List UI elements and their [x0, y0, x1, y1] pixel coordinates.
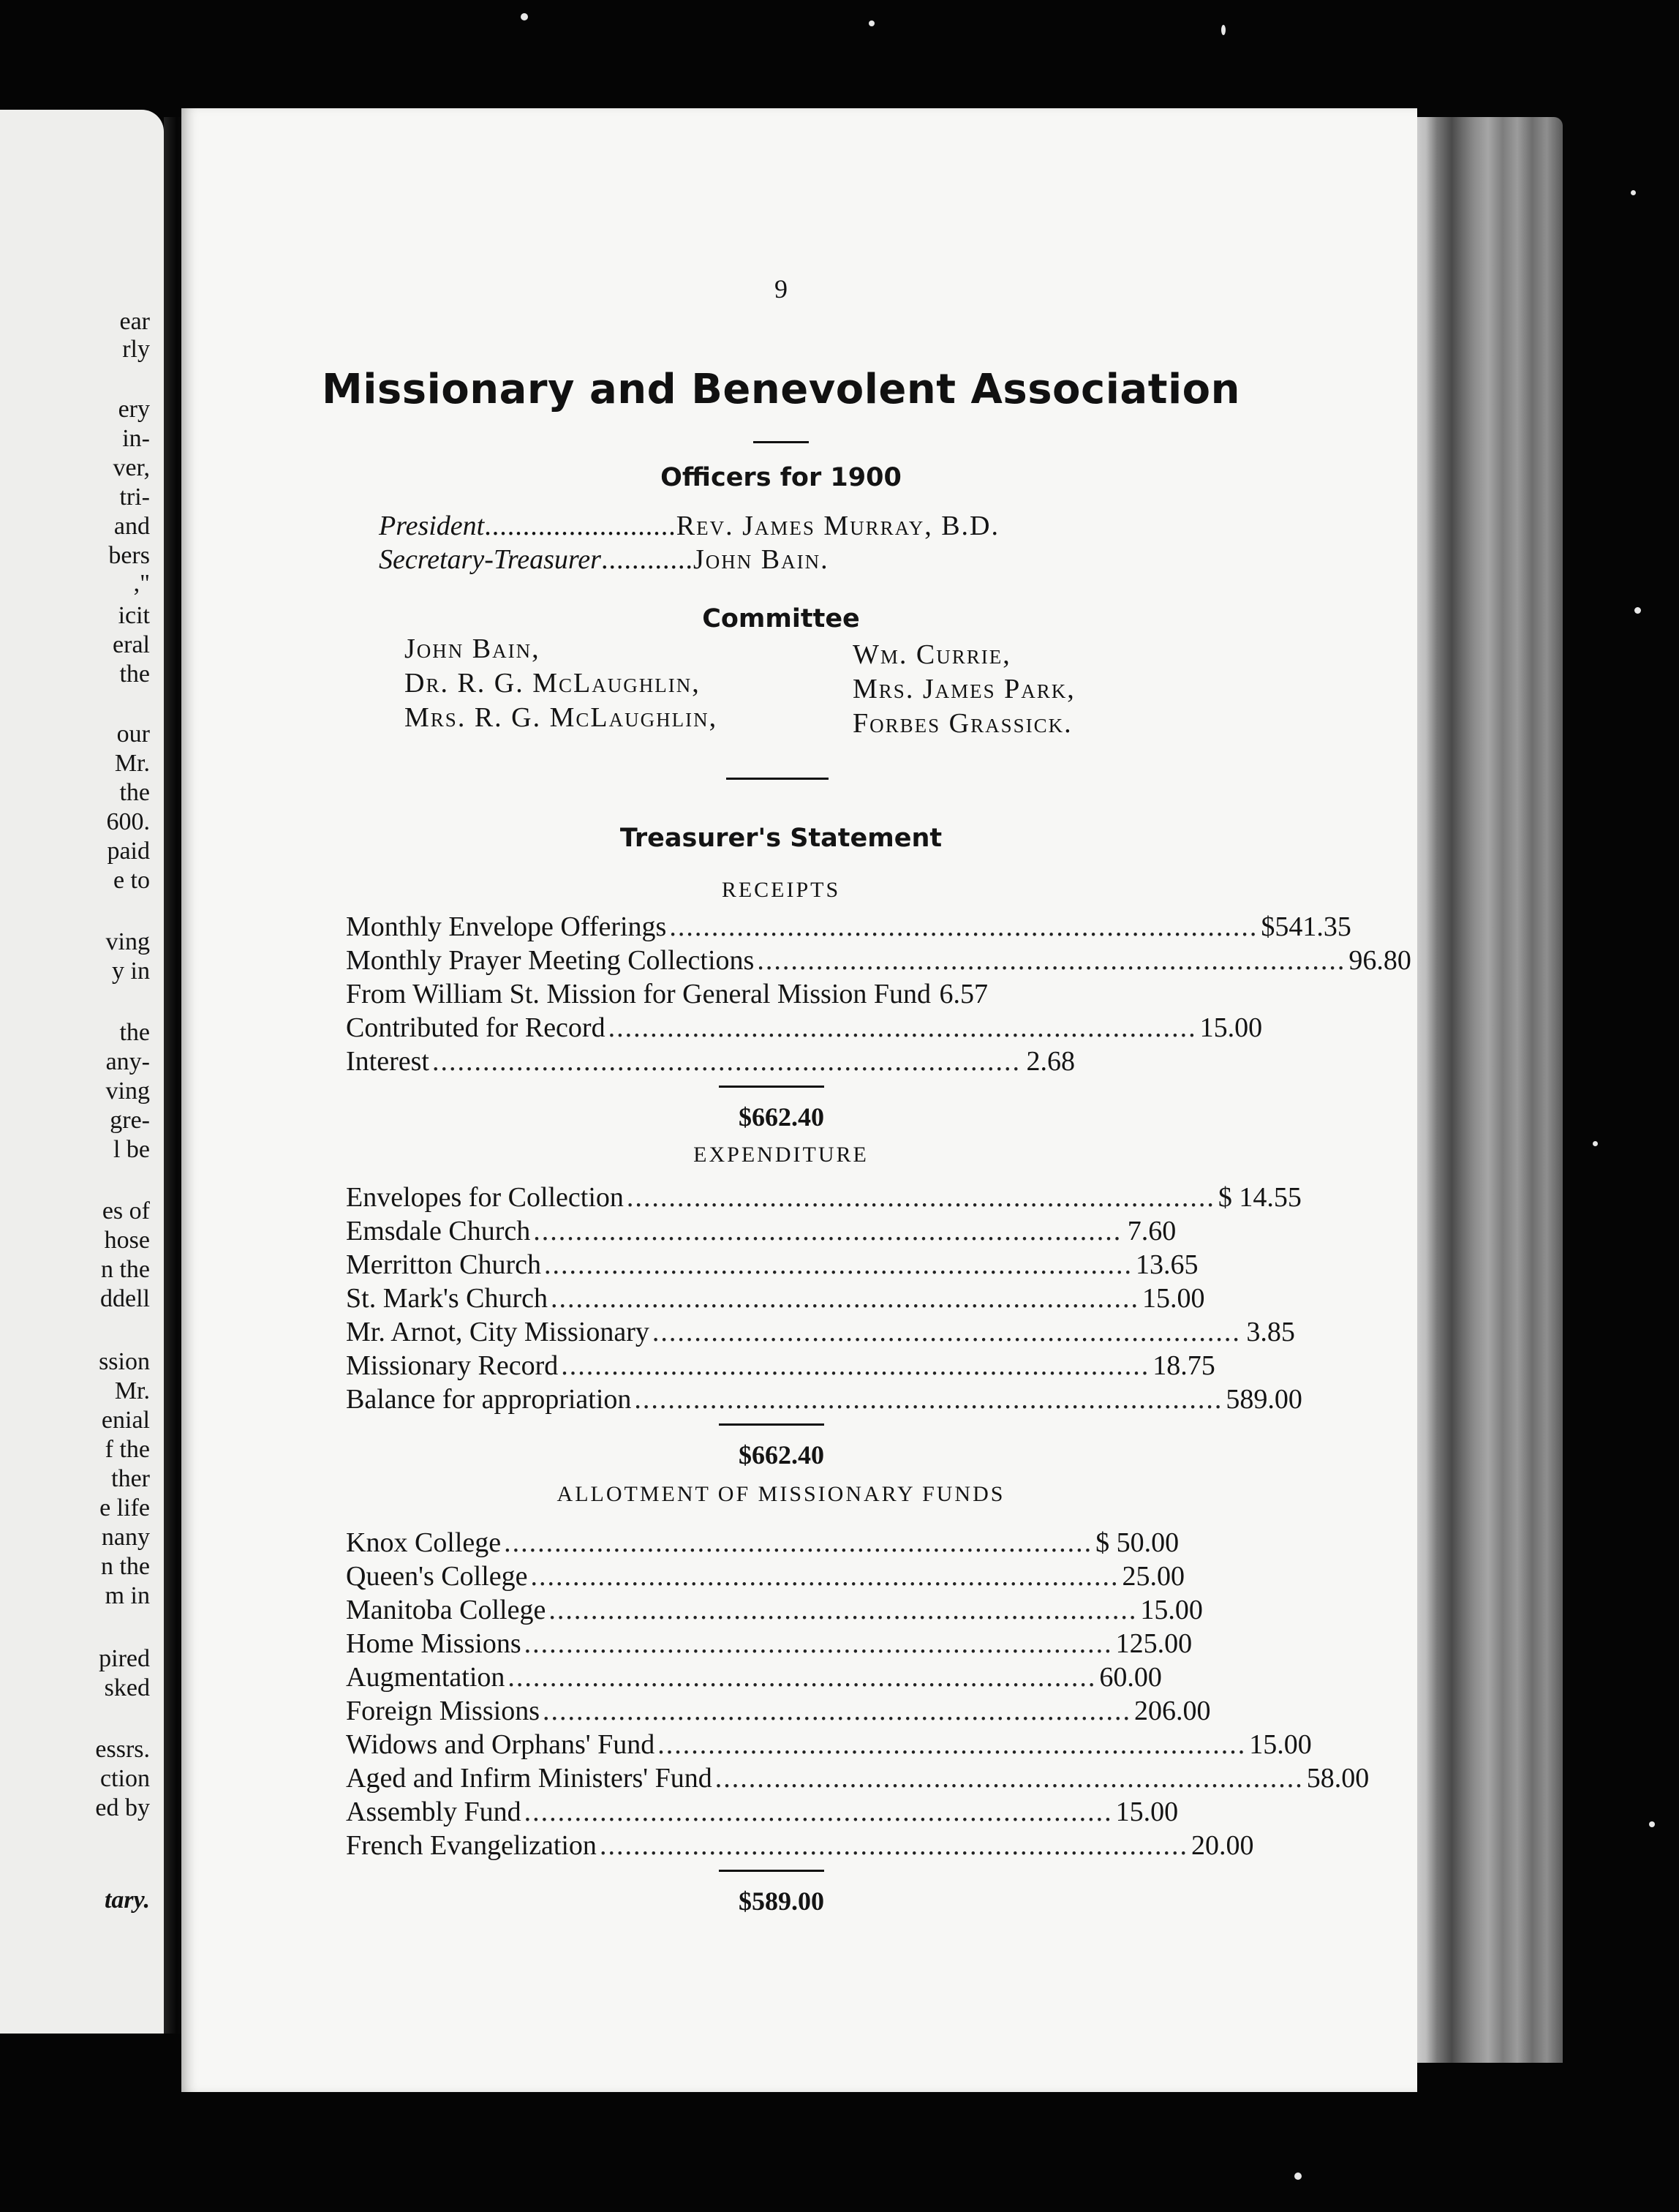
allotment-total: $589.00 — [739, 1886, 824, 1916]
text-fragment: l be — [113, 1136, 150, 1163]
text-fragment: f the — [105, 1436, 150, 1463]
ledger-row: Mr. Arnot, City Missionary ...................................................................... 3.85 — [346, 1317, 1295, 1347]
page-number: 9 — [774, 274, 788, 304]
document-page — [181, 108, 1417, 2092]
ledger-label: Knox College — [346, 1527, 502, 1558]
ledger-label: Envelopes for Collection — [346, 1182, 624, 1213]
text-fragment: icit — [118, 602, 150, 629]
text-fragment: any- — [105, 1048, 150, 1075]
text-fragment: ery — [118, 396, 150, 423]
text-fragment: tary. — [104, 1886, 150, 1914]
ledger-row: Contributed for Record ...................................................................... 15.00 — [346, 1012, 1263, 1043]
ledger-amount: 15.00 — [1140, 1595, 1203, 1625]
text-fragment: eral — [113, 631, 150, 658]
dust-speck — [1294, 2172, 1302, 2180]
text-fragment: n the — [100, 1256, 150, 1283]
ledger-label: From William St. Mission for General Mission Fund — [346, 979, 932, 1009]
ledger-amount: 13.65 — [1136, 1249, 1199, 1280]
ledger-row: St. Mark's Church ...................................................................... 15.00 — [346, 1283, 1205, 1314]
ledger-amount: 6.57 — [939, 979, 989, 1009]
divider — [753, 441, 809, 443]
text-fragment: ," — [133, 570, 150, 597]
allotment-heading: ALLOTMENT OF MISSIONARY FUNDS — [556, 1482, 1005, 1506]
ledger-row: Emsdale Church ...................................................................... 7.60 — [346, 1216, 1177, 1246]
text-fragment: m in — [105, 1582, 150, 1609]
text-fragment: y in — [112, 958, 150, 985]
receipts-heading: RECEIPTS — [721, 878, 841, 902]
text-fragment: ther — [111, 1465, 150, 1492]
ledger-amount: 3.85 — [1246, 1317, 1295, 1347]
text-fragment: n the — [100, 1553, 150, 1580]
ledger-label: Augmentation — [346, 1662, 505, 1693]
sum-rule — [719, 1423, 824, 1426]
dust-speck — [869, 20, 875, 26]
ledger-row: Manitoba College ...................................................................... 15.00 — [346, 1595, 1203, 1625]
divider — [726, 778, 829, 780]
text-fragment: in- — [122, 425, 150, 452]
dust-speck — [1649, 1821, 1655, 1827]
ledger-row: Aged and Infirm Ministers' Fund ...................................................................... 58.00 — [346, 1763, 1370, 1794]
ledger-amount: 7.60 — [1127, 1216, 1177, 1246]
ledger-label: Merritton Church — [346, 1249, 542, 1280]
ledger-amount: 125.00 — [1115, 1628, 1193, 1659]
text-fragment: hose — [104, 1227, 150, 1254]
ledger-label: Widows and Orphans' Fund — [346, 1729, 655, 1760]
previous-page-edge — [0, 110, 164, 2034]
officer-role: President — [379, 511, 485, 541]
committee-member: Mrs. James Park, — [853, 674, 1076, 704]
ledger-label: Monthly Prayer Meeting Collections — [346, 945, 755, 976]
ledger-label: Aged and Infirm Ministers' Fund — [346, 1763, 712, 1794]
committee-member: John Bain, — [404, 633, 540, 664]
ledger-row: Widows and Orphans' Fund ...................................................................... 15.00 — [346, 1729, 1312, 1760]
text-fragment: bers — [108, 542, 150, 569]
text-fragment: rly — [122, 336, 150, 363]
ledger-amount: $ 14.55 — [1218, 1182, 1302, 1213]
text-fragment: e to — [113, 867, 150, 894]
committee-list-left — [404, 632, 717, 735]
text-fragment: nany — [101, 1524, 150, 1551]
ledger-amount: 15.00 — [1249, 1729, 1312, 1760]
expenditure-total: $662.40 — [739, 1440, 824, 1470]
committee-list-right — [853, 638, 1076, 741]
text-fragment: pired — [99, 1645, 150, 1672]
officer-name: John Bain. — [693, 544, 829, 575]
ledger-label: St. Mark's Church — [346, 1283, 548, 1314]
officer-row-secretary-treasurer: Secretary-Treasurer............John Bain. — [379, 544, 829, 575]
ledger-amount: 206.00 — [1133, 1696, 1211, 1726]
committee-member: Forbes Grassick. — [853, 708, 1073, 739]
ledger-row: Queen's College ...................................................................... 25.00 — [346, 1561, 1185, 1592]
ledger-amount: 96.80 — [1348, 945, 1411, 976]
ledger-amount: 15.00 — [1115, 1797, 1179, 1827]
text-fragment: 600. — [106, 808, 150, 835]
ledger-label: Manitoba College — [346, 1595, 546, 1625]
text-fragment: ed by — [95, 1794, 150, 1821]
ledger-label: Foreign Missions — [346, 1696, 540, 1726]
ledger-row: Interest ...................................................................... 2.68 — [346, 1046, 1075, 1077]
dust-speck — [521, 13, 528, 20]
text-fragment: Mr. — [114, 750, 150, 777]
text-fragment: gre- — [110, 1107, 150, 1134]
ledger-label: Home Missions — [346, 1628, 521, 1659]
ledger-amount: $541.35 — [1261, 911, 1351, 942]
expenditure-heading: EXPENDITURE — [693, 1143, 869, 1167]
ledger-amount: 20.00 — [1191, 1830, 1254, 1861]
ledger-label: Contributed for Record — [346, 1012, 605, 1043]
ledger-row: Knox College ...................................................................... $ 50.00 — [346, 1527, 1180, 1558]
ledger-label: Queen's College — [346, 1561, 528, 1592]
text-fragment: ssion — [99, 1348, 150, 1375]
text-fragment: paid — [107, 838, 150, 865]
ledger-row: Merritton Church ...................................................................... 13.65 — [346, 1249, 1199, 1280]
ledger-label: Mr. Arnot, City Missionary — [346, 1317, 649, 1347]
ledger-amount: 2.68 — [1026, 1046, 1075, 1077]
committee-heading: Committee — [702, 604, 860, 633]
ledger-row: Assembly Fund ...................................................................... 15.00 — [346, 1797, 1179, 1827]
treasurer-heading: Treasurer's Statement — [619, 824, 943, 853]
text-fragment: ddell — [100, 1285, 150, 1312]
ledger-amount: 18.75 — [1152, 1350, 1215, 1381]
ledger-row: Balance for appropriation ...................................................................... 589.00 — [346, 1384, 1302, 1415]
ledger-label: Balance for appropriation — [346, 1384, 632, 1415]
ledger-label: Assembly Fund — [346, 1797, 521, 1827]
sum-rule — [719, 1870, 824, 1872]
text-fragment: Mr. — [114, 1377, 150, 1404]
ledger-amount: 15.00 — [1199, 1012, 1263, 1043]
text-fragment: our — [116, 721, 150, 748]
ledger-amount: 25.00 — [1122, 1561, 1185, 1592]
text-fragment: ear — [119, 308, 150, 335]
sum-rule — [719, 1086, 824, 1088]
ledger-label: Monthly Envelope Offerings — [346, 911, 667, 942]
ledger-amount: $ 50.00 — [1095, 1527, 1180, 1558]
text-fragment: ving — [105, 928, 150, 955]
ledger-label: Emsdale Church — [346, 1216, 531, 1246]
ledger-amount: 60.00 — [1099, 1662, 1162, 1693]
text-fragment: essrs. — [95, 1736, 150, 1763]
ledger-row: Home Missions ...................................................................... 125.00 — [346, 1628, 1193, 1659]
dust-speck — [1221, 25, 1226, 35]
officer-row-president: President.........................Rev. James Murray, B.D. — [379, 511, 1000, 541]
text-fragment: es of — [102, 1197, 150, 1224]
officers-heading: Officers for 1900 — [660, 463, 902, 492]
text-fragment: ver, — [113, 454, 150, 481]
officer-role: Secretary-Treasurer — [379, 544, 601, 575]
committee-member: Mrs. R. G. McLaughlin, — [404, 702, 718, 733]
ledger-amount: 15.00 — [1142, 1283, 1205, 1314]
text-fragment: and — [113, 513, 150, 540]
text-fragment: e life — [99, 1494, 150, 1521]
ledger-label: Interest — [346, 1046, 429, 1077]
text-fragment: sked — [104, 1674, 150, 1701]
committee-member: Wm. Currie, — [853, 639, 1011, 670]
ledger-amount: 58.00 — [1306, 1763, 1370, 1794]
ledger-row: Foreign Missions ...................................................................... 206.00 — [346, 1696, 1211, 1726]
ledger-row — [346, 977, 989, 1011]
ledger-row: Envelopes for Collection ...................................................................... $ 14.55 — [346, 1182, 1302, 1213]
text-fragment: ving — [105, 1077, 150, 1105]
ledger-amount: 589.00 — [1226, 1384, 1302, 1415]
book-fore-edge — [1408, 117, 1563, 2063]
ledger-row: Augmentation ...................................................................... 60.00 — [346, 1662, 1162, 1693]
dust-speck — [1631, 190, 1636, 195]
ledger-label: French Evangelization — [346, 1830, 597, 1861]
ledger-row: Monthly Prayer Meeting Collections ...................................................................... 96.80 — [346, 945, 1411, 976]
ledger-row: Monthly Envelope Offerings ...................................................................... $541.35 — [346, 911, 1351, 942]
allotment-table — [346, 1526, 1370, 2009]
ledger-row: French Evangelization ...................................................................... 20.00 — [346, 1830, 1254, 1861]
text-fragment: the — [119, 779, 150, 806]
ledger-label: Missionary Record — [346, 1350, 559, 1381]
ledger-row: Missionary Record ...................................................................... 18.75 — [346, 1350, 1215, 1381]
text-fragment: tri- — [119, 484, 150, 511]
dust-speck — [1634, 607, 1641, 614]
receipts-total: $662.40 — [739, 1102, 824, 1132]
text-fragment: ction — [100, 1765, 150, 1792]
text-fragment: the — [119, 1019, 150, 1046]
dust-speck — [1593, 1141, 1598, 1146]
page-title: Missionary and Benevolent Association — [321, 366, 1241, 413]
text-fragment: enial — [101, 1407, 150, 1434]
text-fragment: the — [119, 661, 150, 688]
officer-name: Rev. James Murray, B.D. — [676, 511, 1000, 541]
committee-member: Dr. R. G. McLaughlin, — [404, 668, 701, 699]
